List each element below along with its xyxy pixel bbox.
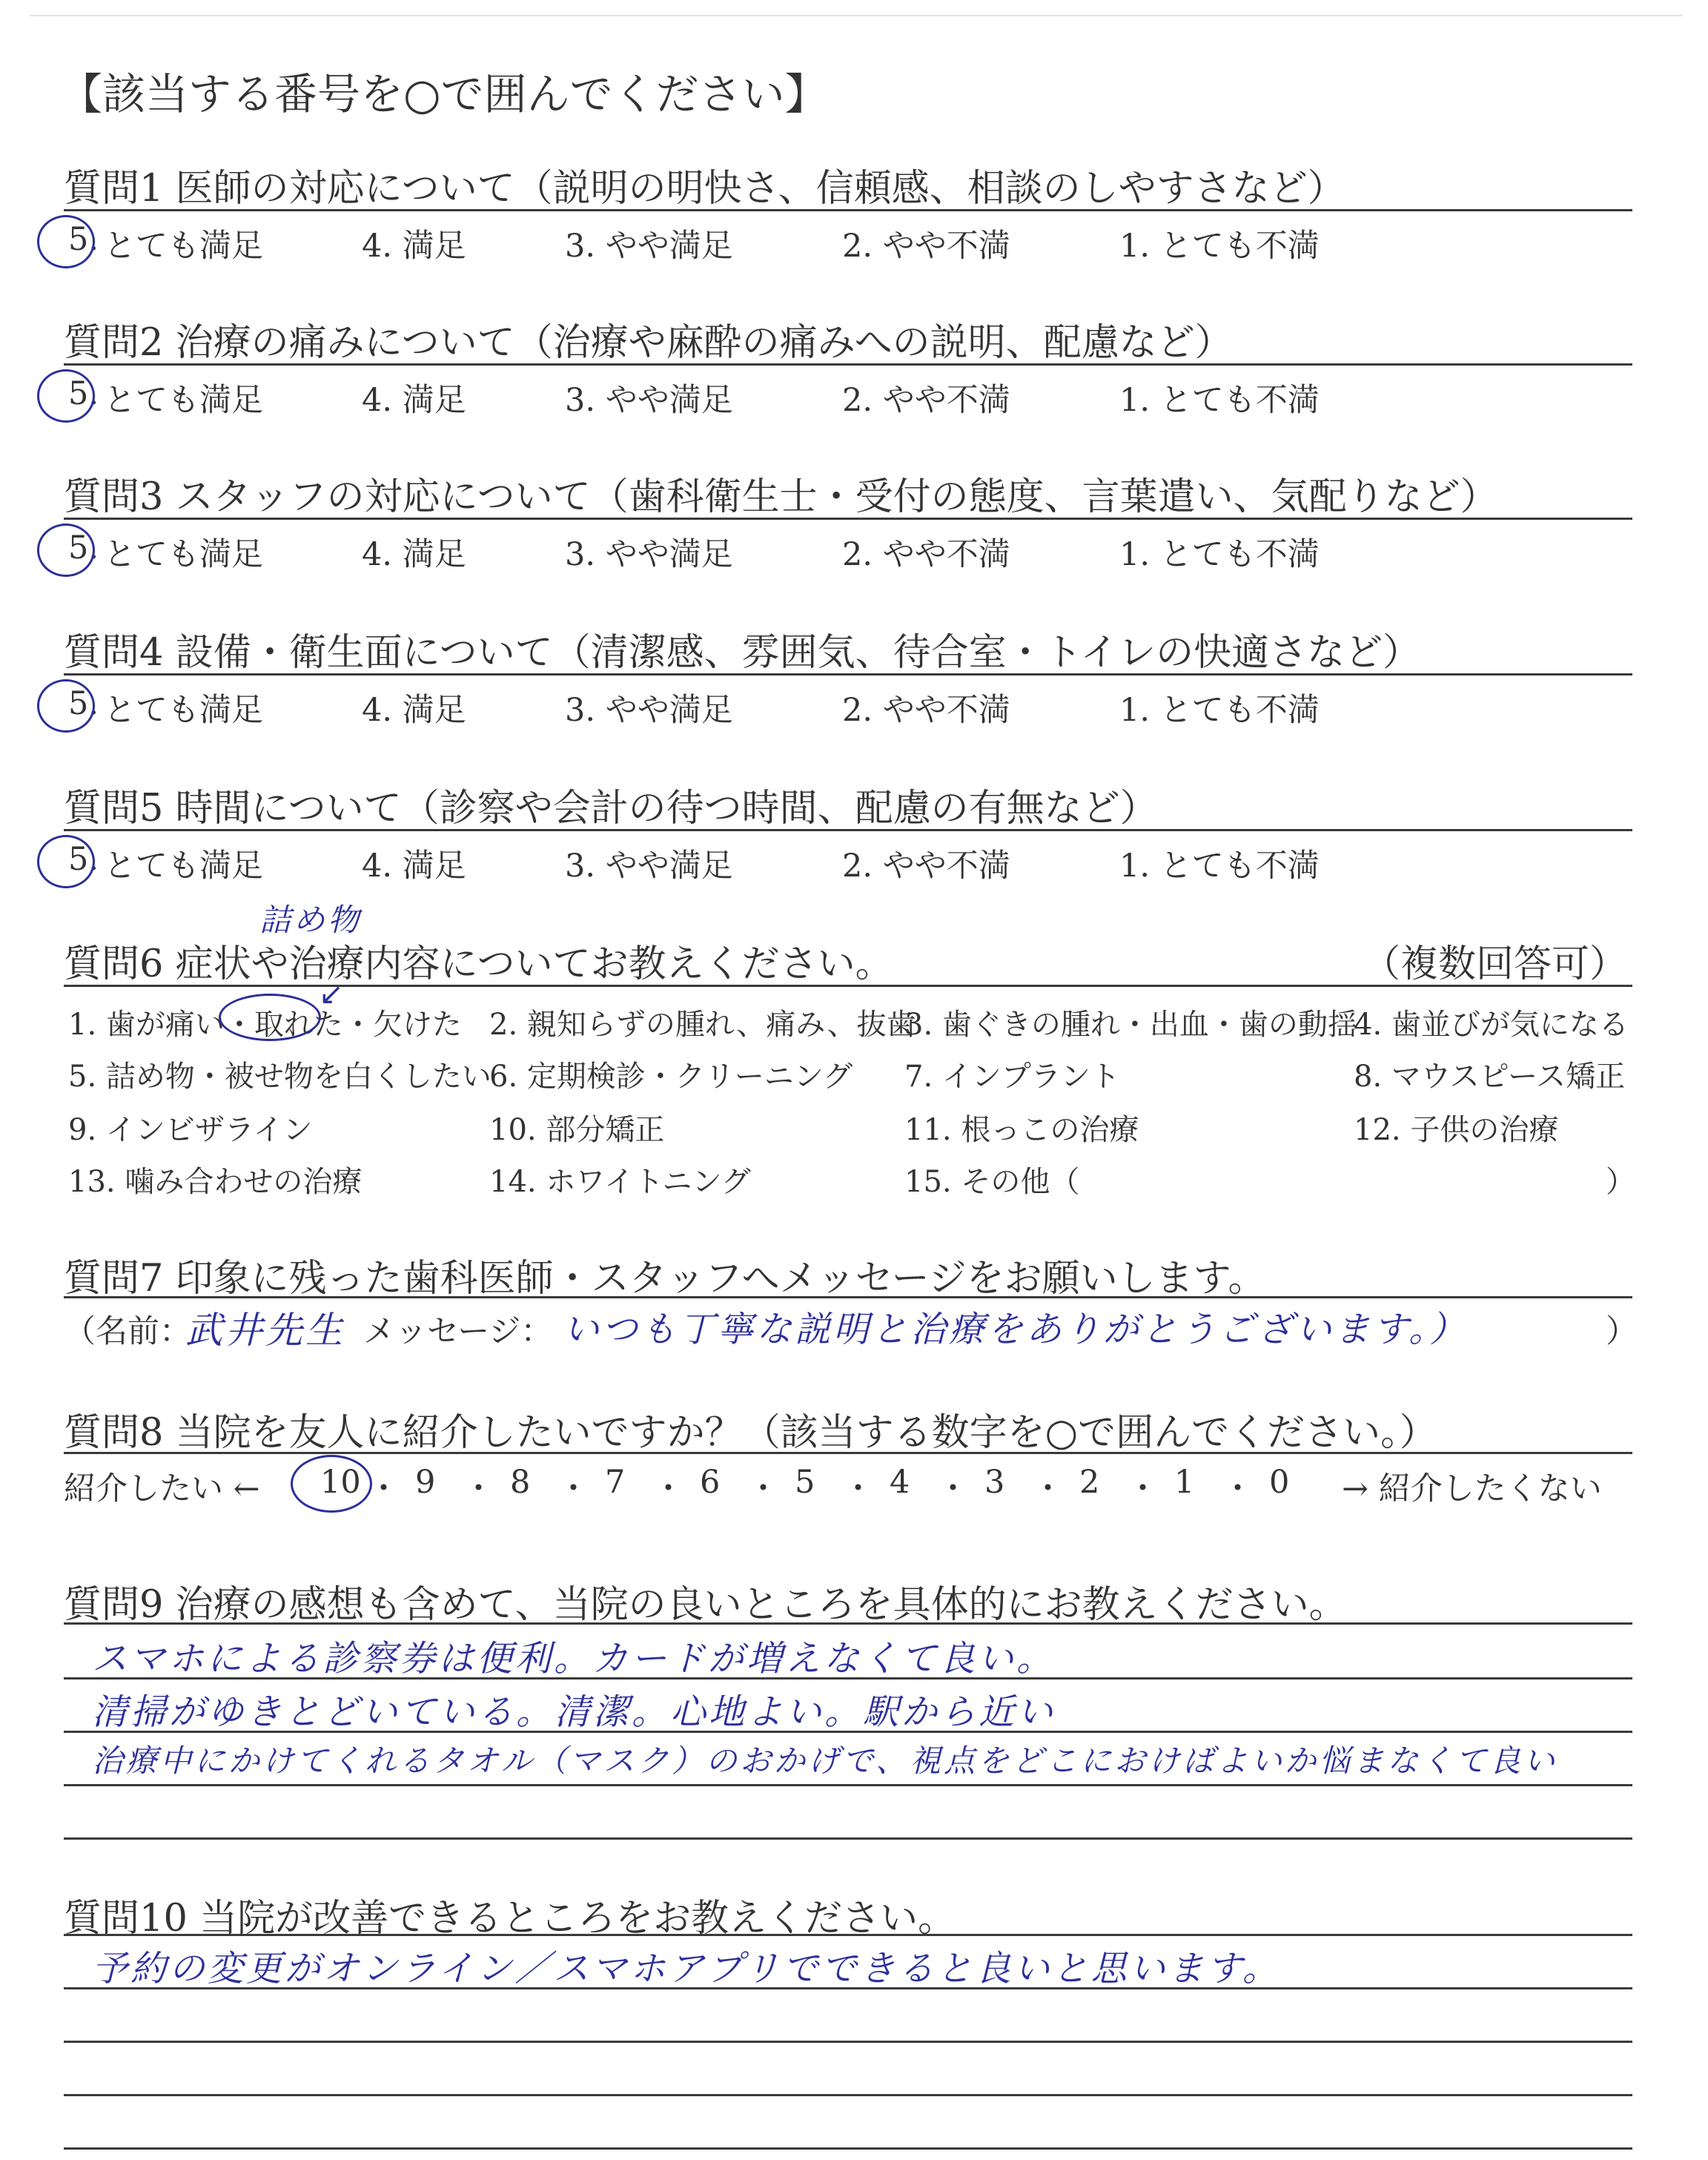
q8-scale-6: 6 bbox=[700, 1464, 721, 1501]
q4-option-2: 4. 満足 bbox=[362, 692, 466, 729]
q10-heading: 質問10 当院が改善できるところをお教えください。 bbox=[64, 1897, 956, 1941]
q8-scale-separator: ・ bbox=[1127, 1470, 1159, 1507]
q9-rule-4 bbox=[64, 1784, 1632, 1786]
q6-item-12: 12. 子供の治療 bbox=[1354, 1113, 1559, 1147]
q9-answer-line-3: 治療中にかけてくれるタオル（マスク）のおかげで、視点をどこにおけばよいか悩まなくて良い bbox=[92, 1743, 1558, 1779]
q8-scale-separator: ・ bbox=[747, 1470, 779, 1507]
q6-item-5: 5. 詰め物・被せ物を白くしたい bbox=[68, 1060, 491, 1094]
q6-heading: 質問6 症状や治療内容についてお教えください。 bbox=[64, 942, 893, 986]
q3-rule bbox=[64, 518, 1632, 520]
q8-heading: 質問8 当院を友人に紹介したいですか？（該当する数字を○で囲んでください。） bbox=[64, 1411, 1437, 1455]
q5-option-2: 4. 満足 bbox=[362, 848, 466, 885]
q2-option-4: 2. やや不満 bbox=[842, 382, 1010, 419]
q10-rule-5 bbox=[64, 2147, 1632, 2150]
q10-rule-3 bbox=[64, 2041, 1632, 2043]
q1-option-0: 5. bbox=[68, 221, 99, 258]
q8-scale-separator: ・ bbox=[368, 1470, 400, 1507]
q7-name-label: （名前： bbox=[64, 1313, 191, 1350]
q10-rule-4 bbox=[64, 2094, 1632, 2096]
q6-item-7: 7. インプラント bbox=[904, 1060, 1120, 1094]
q1-option-2: 4. 満足 bbox=[362, 228, 466, 265]
q6-item-8: 8. マウスピース矯正 bbox=[1354, 1060, 1626, 1094]
q8-scale-2: 2 bbox=[1079, 1464, 1100, 1501]
q6-item-2: 2. 親知らずの腫れ、痛み、抜歯 bbox=[489, 1008, 916, 1042]
q6-selected-circle bbox=[219, 994, 321, 1041]
q8-scale-1: 1 bbox=[1174, 1464, 1195, 1501]
q10-answer-line-1: 予約の変更がオンライン／スマホアプリでできると良いと思います。 bbox=[92, 1948, 1281, 1989]
q6-item-10: 10. 部分矯正 bbox=[489, 1113, 665, 1147]
q8-scale-5: 5 bbox=[795, 1464, 815, 1501]
q8-scale-4: 4 bbox=[890, 1464, 910, 1501]
q8-selected-circle bbox=[291, 1455, 372, 1513]
q8-scale-separator: ・ bbox=[842, 1470, 874, 1507]
q1-selected-circle bbox=[37, 215, 95, 268]
q2-option-1: とても満足 bbox=[104, 382, 263, 419]
q6-arrow-icon: ↙ bbox=[319, 977, 347, 1011]
q8-scale-separator: ・ bbox=[1222, 1470, 1254, 1507]
q7-heading: 質問7 印象に残った歯科医師・スタッフへメッセージをお願いします。 bbox=[64, 1257, 1266, 1301]
q9-rule-5 bbox=[64, 1837, 1632, 1840]
q1-option-5: 1. とても不満 bbox=[1119, 228, 1320, 265]
q6-item-15: 15. その他（ bbox=[904, 1165, 1080, 1199]
q7-message-label: メッセージ： bbox=[363, 1313, 553, 1350]
q8-scale-8: 8 bbox=[510, 1464, 531, 1501]
q4-option-0: 5. bbox=[68, 685, 99, 722]
q6-item-9: 9. インビザライン bbox=[68, 1113, 313, 1147]
q7-name-value: 武井先生 bbox=[185, 1309, 345, 1352]
q6-note: （複数回答可） bbox=[1363, 942, 1628, 986]
q2-option-2: 4. 満足 bbox=[362, 382, 466, 419]
q4-rule bbox=[64, 673, 1632, 676]
q6-item-13: 13. 噛み合わせの治療 bbox=[68, 1165, 363, 1199]
q8-scale-separator: ・ bbox=[937, 1470, 969, 1507]
q6-item-16: ） bbox=[1606, 1165, 1635, 1199]
q2-selected-circle bbox=[37, 369, 95, 423]
q9-answer-line-2: 清掃がゆきとどいている。清潔。心地よい。駅から近い bbox=[92, 1691, 1056, 1733]
q8-scale-10: 10 bbox=[320, 1464, 361, 1501]
q3-option-5: 1. とても不満 bbox=[1119, 536, 1320, 573]
q3-selected-circle bbox=[37, 524, 95, 577]
q2-option-0: 5. bbox=[68, 375, 99, 412]
q4-heading: 質問4 設備・衛生面について（清潔感、雰囲気、待合室・トイレの快適さなど） bbox=[64, 631, 1421, 675]
q4-option-4: 2. やや不満 bbox=[842, 692, 1010, 729]
q1-option-4: 2. やや不満 bbox=[842, 228, 1010, 265]
q6-item-14: 14. ホワイトニング bbox=[489, 1165, 751, 1199]
q7-message-value: いつも丁寧な説明と治療をありがとうございます。） bbox=[563, 1309, 1469, 1350]
q6-handwritten-annotation: 詰め物 bbox=[259, 902, 363, 938]
q2-heading: 質問2 治療の痛みについて（治療や麻酔の痛みへの説明、配慮など） bbox=[64, 321, 1233, 365]
page-top-edge bbox=[30, 15, 1683, 16]
q8-scale-separator: ・ bbox=[463, 1470, 494, 1507]
q5-option-3: 3. やや満足 bbox=[565, 848, 733, 885]
q5-option-4: 2. やや不満 bbox=[842, 848, 1010, 885]
q9-rule-1 bbox=[64, 1622, 1632, 1625]
q3-option-0: 5. bbox=[68, 529, 99, 567]
q4-selected-circle bbox=[37, 679, 95, 733]
q9-answer-line-1: スマホによる診察券は便利。カードが増えなくて良い。 bbox=[92, 1638, 1056, 1680]
q6-item-11: 11. 根っこの治療 bbox=[904, 1113, 1139, 1147]
q6-item-6: 6. 定期検診・クリーニング bbox=[489, 1060, 853, 1094]
q8-scale-0: 0 bbox=[1269, 1464, 1290, 1501]
q2-option-5: 1. とても不満 bbox=[1119, 382, 1320, 419]
q6-item-4: 4. 歯並びが気になる bbox=[1354, 1008, 1629, 1042]
q8-scale-9: 9 bbox=[415, 1464, 436, 1501]
q5-heading: 質問5 時間について（診察や会計の待つ時間、配慮の有無など） bbox=[64, 787, 1158, 830]
q6-item-3: 3. 歯ぐきの腫れ・出血・歯の動揺 bbox=[904, 1008, 1357, 1042]
q8-left-label: 紹介したい ← bbox=[64, 1470, 260, 1507]
q1-option-1: とても満足 bbox=[104, 228, 263, 265]
q5-selected-circle bbox=[37, 835, 95, 888]
page-title: 【該当する番号を○で囲んでください】 bbox=[59, 69, 828, 119]
q6-item-1: 1. 歯が痛い・取れた・欠けた bbox=[68, 1008, 462, 1042]
q5-option-0: 5. bbox=[68, 841, 99, 878]
q1-heading: 質問1 医師の対応について（説明の明快さ、信頼感、相談のしやすさなど） bbox=[64, 167, 1345, 211]
q1-rule bbox=[64, 209, 1632, 211]
q5-rule bbox=[64, 829, 1632, 831]
q4-option-1: とても満足 bbox=[104, 692, 263, 729]
q3-option-3: 3. やや満足 bbox=[565, 536, 733, 573]
q2-option-3: 3. やや満足 bbox=[565, 382, 733, 419]
q9-heading: 質問9 治療の感想も含めて、当院の良いところを具体的にお教えください。 bbox=[64, 1583, 1347, 1627]
q8-scale-separator: ・ bbox=[557, 1470, 589, 1507]
q8-scale-separator: ・ bbox=[1032, 1470, 1064, 1507]
q2-rule bbox=[64, 363, 1632, 366]
q5-option-5: 1. とても不満 bbox=[1119, 848, 1320, 885]
q4-option-3: 3. やや満足 bbox=[565, 692, 733, 729]
q8-scale-separator: ・ bbox=[652, 1470, 684, 1507]
q8-scale-3: 3 bbox=[984, 1464, 1005, 1501]
q8-scale-7: 7 bbox=[605, 1464, 626, 1501]
q7-rule bbox=[64, 1296, 1632, 1298]
q7-close-paren: ） bbox=[1606, 1313, 1638, 1350]
q3-option-1: とても満足 bbox=[104, 536, 263, 573]
q6-rule bbox=[64, 985, 1632, 987]
q3-option-4: 2. やや不満 bbox=[842, 536, 1010, 573]
q1-option-3: 3. やや満足 bbox=[565, 228, 733, 265]
q8-right-label: → 紹介したくない bbox=[1342, 1470, 1602, 1507]
q3-heading: 質問3 スタッフの対応について（歯科衛生士・受付の態度、言葉遣い、気配りなど） bbox=[64, 475, 1498, 519]
q5-option-1: とても満足 bbox=[104, 848, 263, 885]
q10-rule-1 bbox=[64, 1934, 1632, 1936]
q4-option-5: 1. とても不満 bbox=[1119, 692, 1320, 729]
q8-rule bbox=[64, 1452, 1632, 1454]
q3-option-2: 4. 満足 bbox=[362, 536, 466, 573]
